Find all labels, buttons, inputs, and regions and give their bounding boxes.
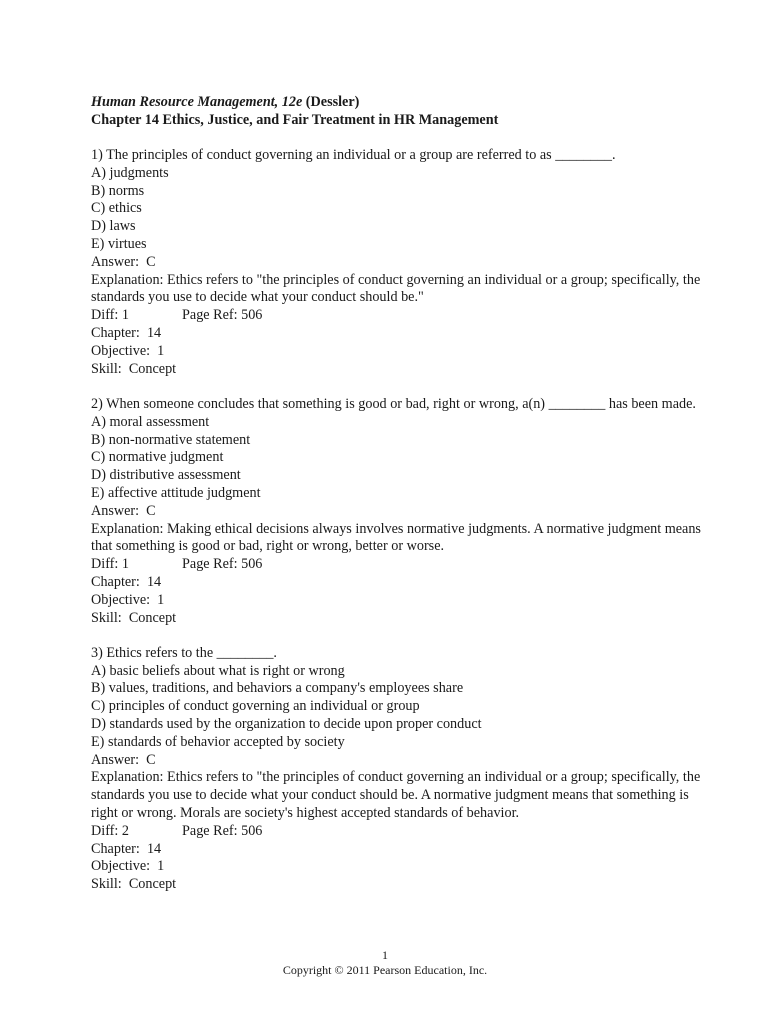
explanation: Explanation: Ethics refers to "the principles of conduct governing an individual or a group; specifically, the standards you use to decide what your conduct should be. A normative judgment means that something is right or wrong. Morals are society's highest accepted standards of behavior. <box>91 769 704 821</box>
explanation: Explanation: Making ethical decisions always involves normative judgments. A normative judgment means that something is good or bad, right or wrong, better or worse. <box>91 520 705 555</box>
option-a: A) basic beliefs about what is right or wrong <box>91 662 345 679</box>
answer: Answer: C <box>91 502 156 519</box>
option-e: E) affective attitude judgment <box>91 484 261 501</box>
option-b: B) values, traditions, and behaviors a company's employees share <box>91 680 464 697</box>
difficulty-row <box>91 556 711 574</box>
option-d: D) distributive assessment <box>91 467 241 484</box>
option-e: E) standards of behavior accepted by society <box>91 733 345 750</box>
chapter-ref: Chapter: 14 <box>91 325 162 342</box>
question-stem: 2) When someone concludes that something is good or bad, right or wrong, a(n) ________ has been made. <box>91 395 696 412</box>
chapter-ref: Chapter: 14 <box>91 573 162 590</box>
page-ref: Page Ref: 506 <box>182 822 263 839</box>
option-b: B) non-normative statement <box>91 431 251 448</box>
option-c: C) principles of conduct governing an individual or group <box>91 698 420 715</box>
page-footer <box>0 948 770 977</box>
option-c: C) ethics <box>91 200 142 217</box>
option-a: A) judgments <box>91 164 169 181</box>
objective: Objective: 1 <box>91 591 165 608</box>
option-e: E) virtues <box>91 236 147 253</box>
page-ref: Page Ref: 506 <box>182 556 263 573</box>
book-title: Human Resource Management, 12e <box>91 94 303 110</box>
difficulty-row <box>91 823 711 841</box>
difficulty: Diff: 1 <box>91 556 129 573</box>
explanation: Explanation: Ethics refers to "the principles of conduct governing an individual or a group; specifically, the standards you use to decide what your conduct should be." <box>91 271 704 306</box>
skill: Skill: Concept <box>91 609 177 626</box>
question-3 <box>91 645 711 894</box>
skill: Skill: Concept <box>91 360 177 377</box>
difficulty: Diff: 2 <box>91 822 129 839</box>
book-heading <box>91 94 711 112</box>
answer: Answer: C <box>91 751 156 768</box>
question-stem: 1) The principles of conduct governing an individual or a group are referred to as ________. <box>91 147 616 164</box>
difficulty: Diff: 1 <box>91 307 129 324</box>
skill: Skill: Concept <box>91 876 177 893</box>
chapter-ref: Chapter: 14 <box>91 840 162 857</box>
copyright-notice: Copyright © 2011 Pearson Education, Inc. <box>282 962 488 977</box>
objective: Objective: 1 <box>91 858 165 875</box>
chapter-title: Chapter 14 Ethics, Justice, and Fair Treatment in HR Management <box>91 111 499 128</box>
option-d: D) standards used by the organization to decide upon proper conduct <box>91 716 482 732</box>
option-d: D) laws <box>91 218 136 235</box>
question-2 <box>91 396 711 627</box>
answer: Answer: C <box>91 253 156 270</box>
book-author: (Dessler) <box>302 94 360 110</box>
page-number: 1 <box>382 948 388 962</box>
option-a: A) moral assessment <box>91 413 210 430</box>
question-1 <box>91 147 711 378</box>
option-b: B) norms <box>91 182 145 199</box>
objective: Objective: 1 <box>91 342 165 359</box>
option-c: C) normative judgment <box>91 449 224 466</box>
document-page <box>91 94 711 894</box>
page-ref: Page Ref: 506 <box>182 307 263 324</box>
question-stem: 3) Ethics refers to the ________. <box>91 644 277 661</box>
difficulty-row <box>91 307 711 325</box>
